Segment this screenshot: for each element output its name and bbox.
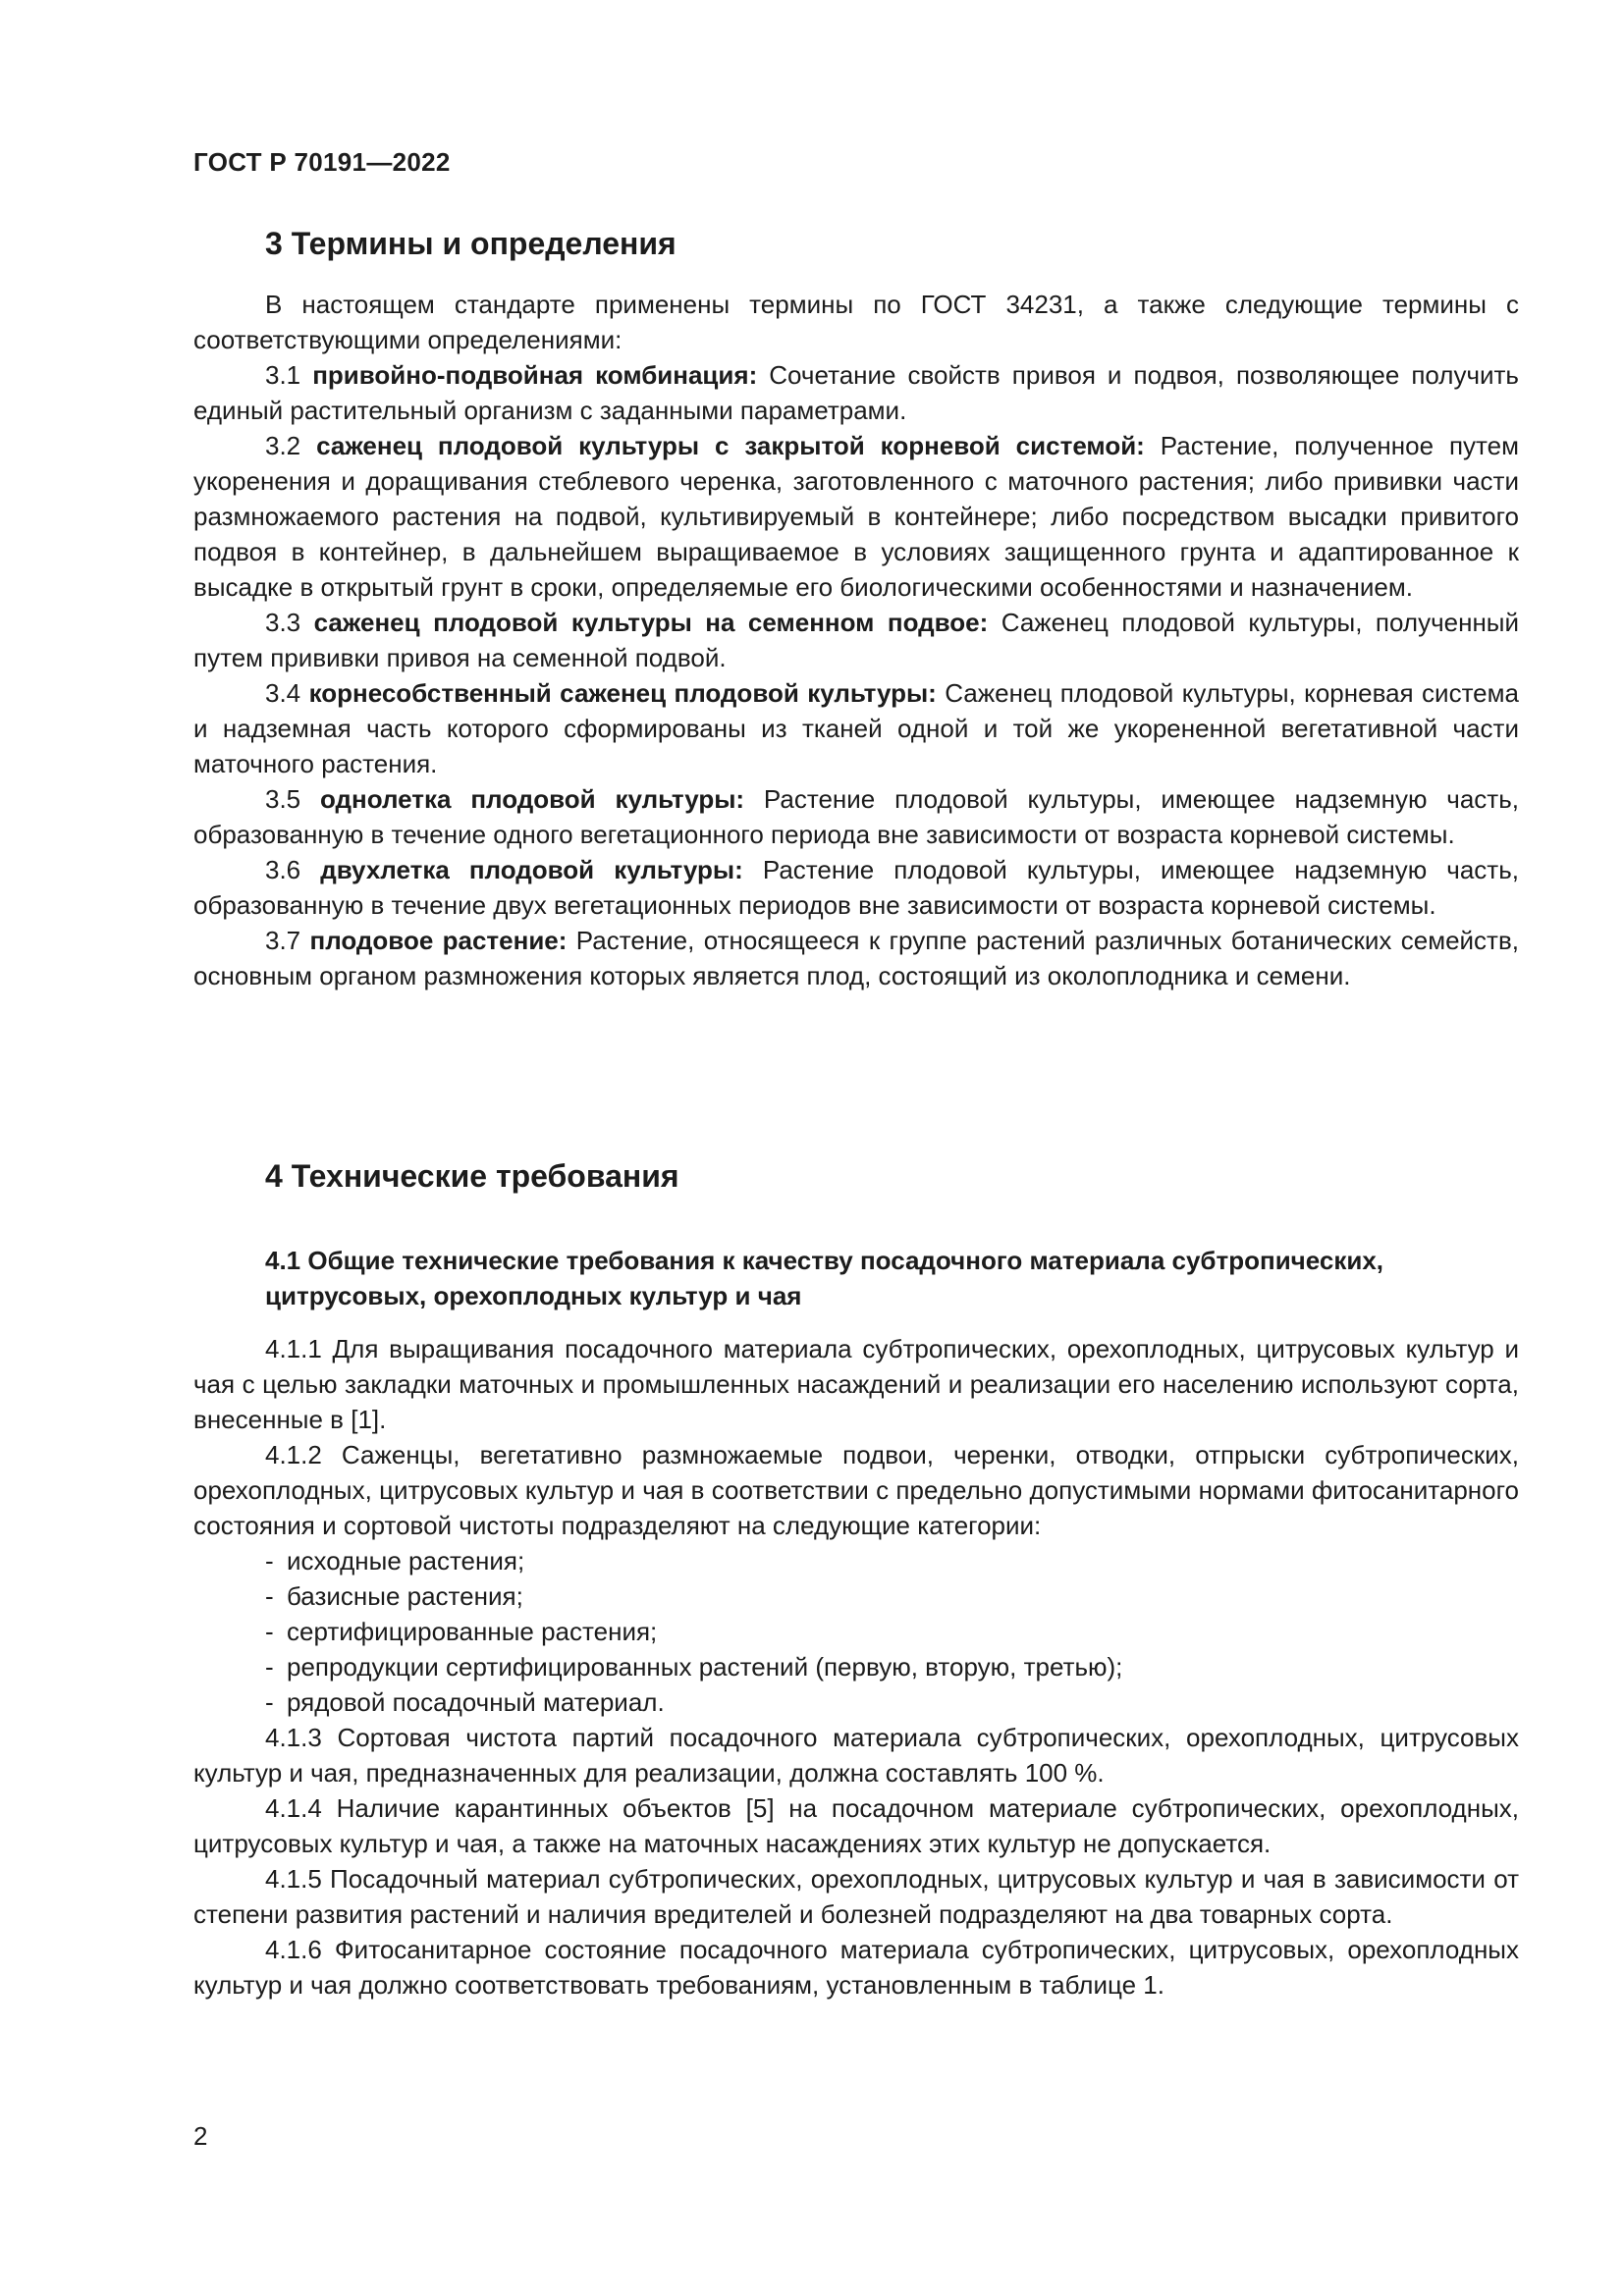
paragraph-4-1-5: 4.1.5 Посадочный материал субтропических, орехоплодных, цитрусовых культур и чая в зависимости от степени развития растений и наличия вредителей и болезней подразделяют на два товарных сорта. xyxy=(193,1864,1519,1929)
subsection-4-1-title xyxy=(193,1243,1519,1313)
term-definition: Растение плодовой культуры, имеющее надземную часть, образованную в течение двух вегетационных периодов вне зависимости от возраста корневой системы. xyxy=(193,855,1519,920)
subsection-4-1-heading xyxy=(193,1243,1519,1313)
section-4-title: 4 Технические требования xyxy=(265,1158,679,1194)
term-number: 3.4 xyxy=(265,678,301,708)
term-name: однолетка плодовой культуры: xyxy=(320,784,745,814)
section-3-intro: В настоящем стандарте применены термины по ГОСТ 34231, а также следующие термины с соответствующими определениями: xyxy=(193,290,1519,354)
term-definition: Растение плодовой культуры, имеющее надземную часть, образованную в течение одного вегетационного периода вне зависимости от возраста корневой системы. xyxy=(193,784,1519,849)
section-3-title: 3 Термины и определения xyxy=(265,226,677,261)
list-item: - рядовой посадочный материал. xyxy=(265,1687,665,1717)
document-header: ГОСТ Р 70191—2022 xyxy=(193,147,451,177)
term-3-1 xyxy=(193,357,1519,428)
term-name: привойно-подвойная комбинация: xyxy=(312,360,758,390)
term-name: корнесобственный саженец плодовой культуры: xyxy=(308,678,937,708)
term-number: 3.2 xyxy=(265,431,301,460)
subsection-title-line-1: 4.1 Общие технические требования к качеству посадочного материала субтропических, xyxy=(265,1246,1384,1275)
term-number: 3.3 xyxy=(265,608,301,637)
section-4 xyxy=(193,1156,1519,1196)
term-number: 3.6 xyxy=(265,855,301,884)
section-4-body xyxy=(193,1331,1519,2002)
term-definition: Саженец плодовой культуры, полученный путем прививки привоя на семенной подвой. xyxy=(193,608,1520,672)
term-3-5 xyxy=(193,781,1519,852)
term-name: саженец плодовой культуры с закрытой корневой системой: xyxy=(316,431,1145,460)
term-name: двухлетка плодовой культуры: xyxy=(320,855,743,884)
paragraph-4-1-2: 4.1.2 Саженцы, вегетативно размножаемые подвои, черенки, отводки, отпрыски субтропических, орехоплодных, цитрусовых культур и чая в соответствии с предельно допустимыми нормами фитосанитарного состояния и сортовой чистоты подразделяют на следующие категории: xyxy=(193,1440,1519,1540)
list-item: - исходные растения; xyxy=(265,1546,525,1575)
list-item-text: репродукции сертифицированных растений (первую, вторую, третью); xyxy=(287,1652,1123,1682)
term-name: саженец плодовой культуры на семенном подвое: xyxy=(313,608,989,637)
list-item-text: сертифицированные растения; xyxy=(287,1617,658,1646)
term-3-3 xyxy=(193,605,1519,675)
term-number: 3.5 xyxy=(265,784,301,814)
paragraph-4-1-6: 4.1.6 Фитосанитарное состояние посадочного материала субтропических, цитрусовых, орехоплодных культур и чая должно соответствовать требованиям, установленным в таблице 1. xyxy=(193,1935,1519,2000)
term-definition: Растение, относящееся к группе растений различных ботанических семейств, основным органом размножения которых является плод, состоящий из околоплодника и семени. xyxy=(193,926,1520,990)
term-name: плодовое растение: xyxy=(309,926,568,955)
list-item: - базисные растения; xyxy=(265,1581,523,1611)
page-number: 2 xyxy=(193,2121,208,2151)
paragraph-4-1-3: 4.1.3 Сортовая чистота партий посадочного материала субтропических, орехоплодных, цитрусовых культур и чая, предназначенных для реализации, должна составлять 100 %. xyxy=(193,1723,1519,1788)
section-3 xyxy=(193,224,1519,263)
paragraph-4-1-1: 4.1.1 Для выращивания посадочного материала субтропических, орехоплодных, цитрусовых культур и чая с целью закладки маточных и промышленных насаждений и реализации его населению используют сорта, внесенные в [1]. xyxy=(193,1334,1519,1434)
term-number: 3.7 xyxy=(265,926,301,955)
list-item-text: рядовой посадочный материал. xyxy=(287,1687,665,1717)
category-list xyxy=(193,1543,1519,1720)
section-3-body xyxy=(193,287,1519,993)
list-item-text: базисные растения; xyxy=(287,1581,523,1611)
term-definition: Растение, полученное путем укоренения и доращивания стеблевого черенка, заготовленного с маточного растения; либо прививки части размножаемого растения на подвой, культивируемый в контейнере; либо посредством высадки привитого подвоя в контейнер, в дальнейшем выращиваемое в условиях защищенного грунта и адаптированное к высадке в открытый грунт в сроки, определяемые его биологическими особенностями и назначением. xyxy=(193,431,1519,602)
list-item: - сертифицированные растения; xyxy=(265,1617,658,1646)
term-definition: Сочетание свойств привоя и подвоя, позволяющее получить единый растительный организм с заданными параметрами. xyxy=(193,360,1519,425)
term-number: 3.1 xyxy=(265,360,301,390)
paragraph-4-1-4: 4.1.4 Наличие карантинных объектов [5] на посадочном материале субтропических, орехоплодных, цитрусовых культур и чая, а также на маточных насаждениях этих культур не допускается. xyxy=(193,1793,1519,1858)
term-3-7 xyxy=(193,923,1519,993)
term-3-6 xyxy=(193,852,1519,923)
subsection-title-line-2: цитрусовых, орехоплодных культур и чая xyxy=(265,1281,802,1310)
list-item: - репродукции сертифицированных растений (первую, вторую, третью); xyxy=(265,1652,1123,1682)
term-3-2 xyxy=(193,428,1519,605)
term-3-4 xyxy=(193,675,1519,781)
list-item-text: исходные растения; xyxy=(287,1546,525,1575)
term-definition: Саженец плодовой культуры, корневая система и надземная часть которого сформированы из тканей одной и той же укорененной вегетативной части маточного растения. xyxy=(193,678,1519,778)
